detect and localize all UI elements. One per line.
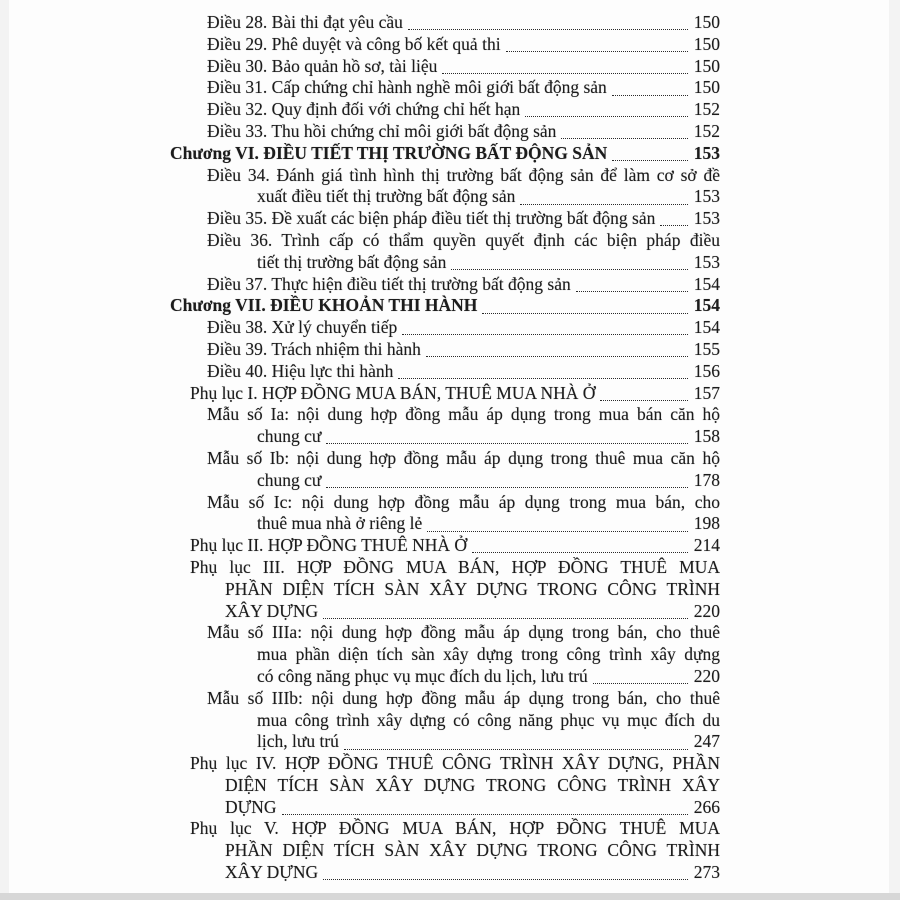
toc-page-number: 150 xyxy=(693,55,720,76)
dot-leader xyxy=(427,531,688,532)
toc-entry xyxy=(207,56,720,78)
toc-entry xyxy=(207,622,720,687)
dot-leader xyxy=(426,356,688,357)
toc-entry-line: mua công trình xây dựng có công năng phục vụ mục đích du xyxy=(257,709,720,730)
toc-entry-line: Mẫu số Ic: nội dung hợp đồng mẫu áp dụng trong mua bán, cho xyxy=(207,491,720,512)
toc-entry-text: Điều 37. Thực hiện điều tiết thị trường bất động sản xyxy=(207,273,571,294)
toc-entry-last-line xyxy=(257,426,720,448)
dot-leader xyxy=(326,443,688,444)
toc-page-number: 247 xyxy=(693,731,720,752)
toc-entry-last-line xyxy=(170,295,720,317)
toc-entry-text: XÂY DỰNG xyxy=(225,600,319,621)
toc-entry-text: có công năng phục vụ mục đích du lịch, lưu trú xyxy=(257,665,588,686)
dot-leader xyxy=(282,814,689,815)
toc-page-number: 155 xyxy=(693,338,720,359)
toc-entry-text: Điều 31. Cấp chứng chỉ hành nghề môi giới bất động sản xyxy=(207,77,607,98)
dot-leader xyxy=(326,487,688,488)
toc-entry-line: Mẫu số Ia: nội dung hợp đồng mẫu áp dụng trong mua bán căn hộ xyxy=(207,404,720,425)
dot-leader xyxy=(482,313,688,314)
toc-page-number: 266 xyxy=(693,796,720,817)
toc-entry-last-line xyxy=(207,99,720,121)
toc-entry xyxy=(190,818,720,883)
toc-entry-last-line xyxy=(207,34,720,56)
dot-leader xyxy=(402,334,688,335)
dot-leader xyxy=(600,400,688,401)
toc-entry-text: chung cư xyxy=(257,469,322,490)
toc-entry-last-line xyxy=(257,470,720,492)
toc-entry-last-line xyxy=(207,56,720,78)
dot-leader xyxy=(472,552,688,553)
toc-page-number: 220 xyxy=(693,665,720,686)
toc-entry-line: Phụ lục V. HỢP ĐỒNG MUA BÁN, HỢP ĐỒNG THUÊ MUA xyxy=(190,818,720,839)
dot-leader xyxy=(408,29,688,30)
toc-entry xyxy=(207,339,720,361)
toc-entry-last-line xyxy=(207,339,720,361)
toc-entry-last-line xyxy=(207,208,720,230)
toc-page-number: 154 xyxy=(693,273,720,294)
toc-entry xyxy=(190,535,720,557)
toc-page-number: 157 xyxy=(693,382,720,403)
toc-entry-line: mua phần diện tích sàn xây dựng trong công trình xây dựng xyxy=(257,644,720,665)
toc-entry-text: Điều 29. Phê duyệt và công bố kết quả thi xyxy=(207,33,501,54)
toc-page-number: 220 xyxy=(693,600,720,621)
toc-entry-last-line xyxy=(207,12,720,34)
toc-entry-last-line xyxy=(257,731,720,753)
toc-entry-text: Phụ lục II. HỢP ĐỒNG THUÊ NHÀ Ở xyxy=(190,535,468,556)
dot-leader xyxy=(593,683,688,684)
toc-entry-line: Mẫu số Ib: nội dung hợp đồng mẫu áp dụng trong thuê mua căn hộ xyxy=(207,447,720,468)
toc-entry xyxy=(207,77,720,99)
toc-entry-text: xuất điều tiết thị trường bất động sản xyxy=(257,186,516,207)
toc-page-number: 178 xyxy=(693,469,720,490)
toc-entry xyxy=(207,12,720,34)
toc-entry-text: Điều 33. Thu hồi chứng chỉ môi giới bất động sản xyxy=(207,120,557,141)
toc-entry-last-line xyxy=(257,186,720,208)
toc-entry-last-line xyxy=(225,862,720,884)
toc-entry xyxy=(207,317,720,339)
toc-entry-line: Mẫu số IIIa: nội dung hợp đồng mẫu áp dụng trong bán, cho thuê xyxy=(207,622,720,643)
toc-entry-text: Điều 38. Xử lý chuyển tiếp xyxy=(207,317,398,338)
dot-leader xyxy=(561,138,688,139)
toc-entry-text: Điều 39. Trách nhiệm thi hành xyxy=(207,338,421,359)
toc-entry-line: PHẦN DIỆN TÍCH SÀN XÂY DỰNG TRONG CÔNG TRÌNH xyxy=(225,578,720,599)
dot-leader xyxy=(344,749,688,750)
toc-page-number: 156 xyxy=(693,360,720,381)
dot-leader xyxy=(442,73,688,74)
dot-leader xyxy=(612,160,688,161)
toc-entry-last-line xyxy=(225,797,720,819)
toc-entry xyxy=(190,753,720,818)
toc-entry-text: Điều 32. Quy định đối với chứng chỉ hết hạn xyxy=(207,99,521,120)
toc-entry-last-line xyxy=(190,383,720,405)
toc-entry-last-line xyxy=(225,601,720,623)
toc-page-number: 150 xyxy=(693,33,720,54)
page-bottom-margin-bar xyxy=(0,893,900,900)
toc-page-number: 154 xyxy=(693,317,720,338)
dot-leader xyxy=(520,204,688,205)
toc-entry xyxy=(207,165,720,209)
toc-entry-text: Phụ lục I. HỢP ĐỒNG MUA BÁN, THUÊ MUA NHÀ Ở xyxy=(190,382,596,403)
toc-entry xyxy=(207,208,720,230)
toc-page-number: 214 xyxy=(693,535,720,556)
toc-page-number: 273 xyxy=(693,862,720,883)
toc-entry-line: PHẦN DIỆN TÍCH SÀN XÂY DỰNG TRONG CÔNG TRÌNH xyxy=(225,840,720,861)
toc-entry-text: Chương VI. ĐIỀU TIẾT THỊ TRƯỜNG BẤT ĐỘNG SẢN xyxy=(170,142,608,163)
toc-entry-line: Điều 36. Trình cấp có thẩm quyền quyết định các biện pháp điều xyxy=(207,229,720,250)
toc-entry-last-line xyxy=(257,666,720,688)
toc-entry-line: Phụ lục IV. HỢP ĐỒNG THUÊ CÔNG TRÌNH XÂY DỰNG, PHẦN xyxy=(190,753,720,774)
toc-page-number: 152 xyxy=(693,99,720,120)
toc-entry-line: Phụ lục III. HỢP ĐỒNG MUA BÁN, HỢP ĐỒNG THUÊ MUA xyxy=(190,556,720,577)
toc-entry-last-line xyxy=(207,361,720,383)
toc-entry-text: Điều 35. Đề xuất các biện pháp điều tiết thị trường bất động sản xyxy=(207,208,656,229)
toc-entry-last-line xyxy=(207,77,720,99)
toc-entry-text: XÂY DỰNG xyxy=(225,862,319,883)
table-of-contents xyxy=(0,12,900,884)
toc-entry-line: Mẫu số IIIb: nội dung hợp đồng mẫu áp dụng trong bán, cho thuê xyxy=(207,687,720,708)
toc-page-number: 158 xyxy=(693,426,720,447)
toc-entry-last-line xyxy=(207,121,720,143)
toc-entry xyxy=(207,99,720,121)
dot-leader xyxy=(398,378,688,379)
toc-entry-text: Điều 28. Bài thi đạt yêu cầu xyxy=(207,12,403,32)
toc-entry-text: lịch, lưu trú xyxy=(257,731,339,752)
toc-entry xyxy=(207,274,720,296)
dot-leader xyxy=(576,291,688,292)
toc-entry xyxy=(207,448,720,492)
toc-entry xyxy=(190,557,720,622)
toc-entry xyxy=(207,492,720,536)
toc-entry-text: Điều 30. Bảo quản hồ sơ, tài liệu xyxy=(207,55,438,76)
toc-page-number: 154 xyxy=(693,295,720,316)
dot-leader xyxy=(525,116,688,117)
toc-entry xyxy=(207,404,720,448)
toc-entry-line: Điều 34. Đánh giá tình hình thị trường bất động sản để làm cơ sở đề xyxy=(207,164,720,185)
toc-entry xyxy=(190,383,720,405)
toc-entry-text: chung cư xyxy=(257,426,322,447)
dot-leader xyxy=(506,51,688,52)
toc-entry xyxy=(207,688,720,753)
dot-leader xyxy=(451,269,688,270)
dot-leader xyxy=(612,95,688,96)
dot-leader xyxy=(323,879,688,880)
toc-entry-text: thuê mua nhà ở riêng lẻ xyxy=(257,513,423,534)
toc-entry xyxy=(207,121,720,143)
toc-page-number: 150 xyxy=(693,12,720,32)
dot-leader xyxy=(323,618,688,619)
toc-entry xyxy=(207,230,720,274)
toc-entry-last-line xyxy=(257,513,720,535)
toc-page-number: 153 xyxy=(693,142,720,163)
toc-entry-last-line xyxy=(170,143,720,165)
toc-page-number: 152 xyxy=(693,120,720,141)
toc-entry-last-line xyxy=(207,274,720,296)
toc-entry-text: DỰNG xyxy=(225,796,277,817)
toc-entry-line: DIỆN TÍCH SÀN XÂY DỰNG TRONG CÔNG TRÌNH XÂY xyxy=(225,774,720,795)
toc-page-number: 153 xyxy=(693,251,720,272)
toc-entry-text: tiết thị trường bất động sản xyxy=(257,251,447,272)
toc-page-number: 150 xyxy=(693,77,720,98)
toc-page-number: 198 xyxy=(693,513,720,534)
toc-entry-text: Điều 40. Hiệu lực thi hành xyxy=(207,360,394,381)
toc-entry-text: Chương VII. ĐIỀU KHOẢN THI HÀNH xyxy=(170,295,478,316)
toc-entry-last-line xyxy=(190,535,720,557)
toc-entry xyxy=(207,34,720,56)
toc-entry-last-line xyxy=(207,317,720,339)
dot-leader xyxy=(660,225,688,226)
toc-entry xyxy=(170,295,720,317)
toc-entry xyxy=(170,143,720,165)
toc-entry-last-line xyxy=(257,252,720,274)
toc-entry xyxy=(207,361,720,383)
toc-page-number: 153 xyxy=(693,186,720,207)
toc-page-number: 153 xyxy=(693,208,720,229)
